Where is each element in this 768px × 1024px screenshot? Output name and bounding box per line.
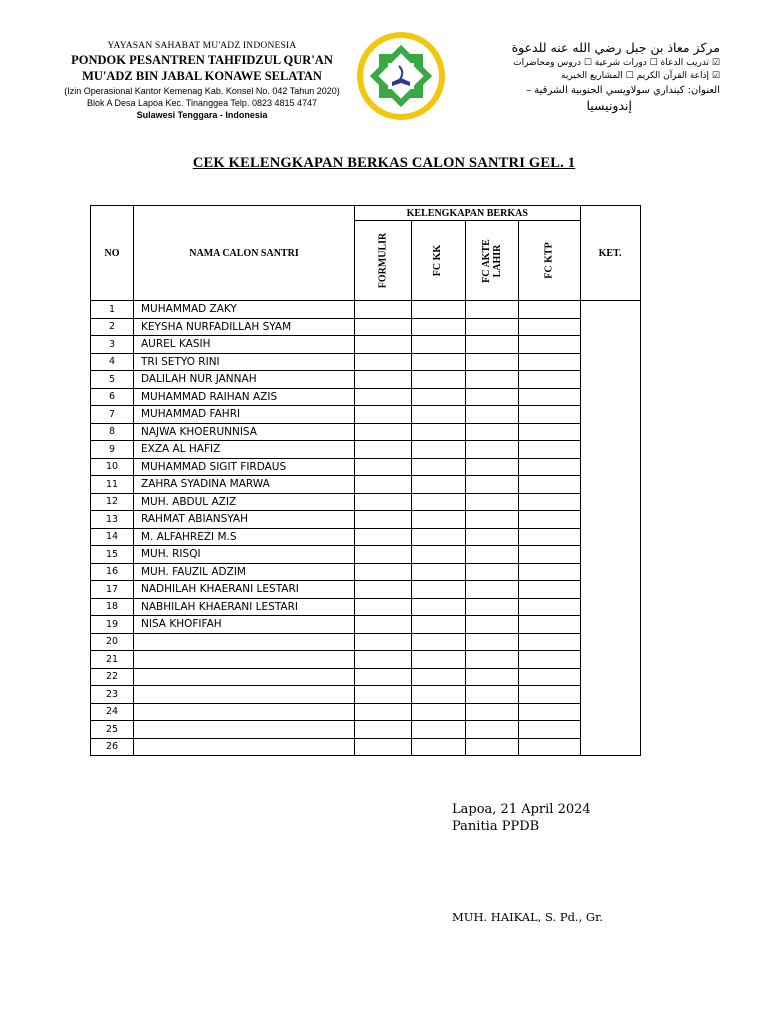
doc-check-cell[interactable] — [355, 738, 412, 756]
doc-check-cell[interactable] — [518, 511, 580, 529]
doc-check-cell[interactable] — [518, 563, 580, 581]
ket-cell[interactable] — [580, 301, 640, 756]
doc-check-cell[interactable] — [518, 738, 580, 756]
table-row — [91, 703, 641, 721]
student-name: MUHAMMAD FAHRI — [134, 406, 355, 424]
place-date: Lapoa, 21 April 2024 — [452, 802, 591, 817]
row-number: 23 — [91, 686, 134, 704]
doc-check-cell[interactable] — [355, 528, 412, 546]
doc-check-cell[interactable] — [465, 563, 518, 581]
row-number: 1 — [91, 301, 134, 319]
doc-check-cell[interactable] — [355, 616, 412, 634]
doc-check-cell[interactable] — [411, 511, 465, 529]
doc-check-cell[interactable] — [518, 458, 580, 476]
table-row — [91, 738, 641, 756]
row-number: 5 — [91, 371, 134, 389]
doc-check-cell[interactable] — [355, 371, 412, 389]
signer-name: MUH. HAIKAL, S. Pd., Gr. — [452, 910, 603, 924]
doc-check-cell[interactable] — [355, 441, 412, 459]
doc-check-cell[interactable] — [465, 651, 518, 669]
doc-check-cell[interactable] — [518, 598, 580, 616]
doc-check-cell[interactable] — [355, 598, 412, 616]
student-name: M. ALFAHREZI M.S — [134, 528, 355, 546]
col-header-ket: KET. — [580, 206, 640, 301]
document-title: CEK KELENGKAPAN BERKAS CALON SANTRI GEL. 1 — [192, 155, 576, 171]
student-name: NABHILAH KHAERANI LESTARI — [134, 598, 355, 616]
row-number: 17 — [91, 581, 134, 599]
doc-check-cell[interactable] — [411, 476, 465, 494]
row-number: 22 — [91, 668, 134, 686]
arabic-address: العنوان: كينداري سولاويسي الجنوبية الشرقية – — [526, 85, 720, 96]
doc-check-cell[interactable] — [465, 528, 518, 546]
doc-check-cell[interactable] — [411, 301, 465, 319]
row-number: 2 — [91, 318, 134, 336]
doc-check-cell[interactable] — [465, 616, 518, 634]
doc-check-cell[interactable] — [518, 406, 580, 424]
row-number: 19 — [91, 616, 134, 634]
row-number: 4 — [91, 353, 134, 371]
region-text: Sulawesi Tenggara - Indonesia — [136, 110, 268, 120]
row-number: 24 — [91, 703, 134, 721]
table-row — [91, 528, 641, 546]
table-row — [91, 721, 641, 739]
doc-check-cell[interactable] — [411, 371, 465, 389]
table-row — [91, 388, 641, 406]
address-text: Blok A Desa Lapoa Kec. Tinanggea Telp. 0823 4815 4747 — [86, 98, 318, 108]
doc-check-cell[interactable] — [518, 336, 580, 354]
row-number: 10 — [91, 458, 134, 476]
student-name: MUH. FAUZIL ADZIM — [134, 563, 355, 581]
table-row — [91, 563, 641, 581]
doc-check-cell[interactable] — [355, 493, 412, 511]
doc-check-cell[interactable] — [518, 633, 580, 651]
table-row — [91, 616, 641, 634]
doc-check-cell[interactable] — [411, 668, 465, 686]
doc-check-cell[interactable] — [465, 318, 518, 336]
arabic-programs-2: ☑ إذاعة القرآن الكريم ☐ المشاريع الخيرية — [561, 71, 720, 81]
table-row — [91, 686, 641, 704]
doc-check-cell[interactable] — [518, 301, 580, 319]
table-row — [91, 458, 641, 476]
doc-check-cell[interactable] — [411, 493, 465, 511]
doc-check-cell[interactable] — [518, 353, 580, 371]
doc-check-cell[interactable] — [355, 476, 412, 494]
col-header-doc — [465, 221, 518, 301]
doc-check-cell[interactable] — [355, 633, 412, 651]
doc-check-cell[interactable] — [465, 336, 518, 354]
row-number: 25 — [91, 721, 134, 739]
arabic-programs-1: ☑ تدريب الدعاة ☐ دورات شرعية ☐ دروس ومحاضرات — [513, 58, 720, 68]
doc-check-cell[interactable] — [355, 703, 412, 721]
committee-name: Panitia PPDB — [452, 819, 540, 834]
row-number: 20 — [91, 633, 134, 651]
doc-check-cell[interactable] — [518, 318, 580, 336]
school-name-line2: MU'ADZ BIN JABAL KONAWE SELATAN — [82, 69, 322, 83]
doc-check-cell[interactable] — [518, 651, 580, 669]
row-number: 8 — [91, 423, 134, 441]
row-number: 6 — [91, 388, 134, 406]
arabic-country: إندونيسيا — [586, 98, 632, 113]
student-name: NISA KHOFIFAH — [134, 616, 355, 634]
doc-check-cell[interactable] — [411, 721, 465, 739]
doc-check-cell[interactable] — [411, 563, 465, 581]
header-left — [52, 41, 352, 120]
doc-check-cell[interactable] — [518, 528, 580, 546]
doc-check-cell[interactable] — [355, 406, 412, 424]
student-name: ZAHRA SYADINA MARWA — [134, 476, 355, 494]
doc-check-cell[interactable] — [465, 668, 518, 686]
footer-block — [452, 801, 591, 835]
student-name — [134, 633, 355, 651]
doc-check-cell[interactable] — [411, 406, 465, 424]
doc-check-cell[interactable] — [411, 318, 465, 336]
doc-check-cell[interactable] — [518, 616, 580, 634]
doc-check-cell[interactable] — [411, 686, 465, 704]
student-name — [134, 686, 355, 704]
row-number: 15 — [91, 546, 134, 564]
row-number: 3 — [91, 336, 134, 354]
table-row — [91, 371, 641, 389]
student-name: DALILAH NUR JANNAH — [134, 371, 355, 389]
header-right-arabic — [458, 40, 720, 113]
doc-check-cell[interactable] — [518, 423, 580, 441]
doc-check-cell[interactable] — [355, 388, 412, 406]
doc-check-cell[interactable] — [518, 476, 580, 494]
doc-check-cell[interactable] — [355, 721, 412, 739]
table-row — [91, 406, 641, 424]
table-row — [91, 353, 641, 371]
doc-check-cell[interactable] — [355, 563, 412, 581]
doc-check-cell[interactable] — [465, 441, 518, 459]
doc-check-cell[interactable] — [518, 441, 580, 459]
doc-check-cell[interactable] — [355, 686, 412, 704]
doc-check-cell[interactable] — [465, 388, 518, 406]
table-row — [91, 318, 641, 336]
row-number: 9 — [91, 441, 134, 459]
col-header-no: NO — [91, 206, 134, 301]
doc-check-cell[interactable] — [518, 721, 580, 739]
doc-check-cell[interactable] — [465, 598, 518, 616]
school-name-line1: PONDOK PESANTREN TAHFIDZUL QUR'AN — [71, 53, 333, 67]
col-header-doc-label: FC KK — [432, 244, 444, 277]
table-row — [91, 633, 641, 651]
doc-check-cell[interactable] — [465, 458, 518, 476]
doc-check-cell[interactable] — [465, 581, 518, 599]
doc-check-cell[interactable] — [518, 668, 580, 686]
table-row — [91, 651, 641, 669]
table-row — [91, 423, 641, 441]
doc-check-cell[interactable] — [411, 423, 465, 441]
table-row — [91, 493, 641, 511]
student-name — [134, 651, 355, 669]
col-header-doc-label: FORMULIR — [377, 232, 389, 289]
checklist-table — [90, 205, 641, 756]
student-name: KEYSHA NURFADILLAH SYAM — [134, 318, 355, 336]
student-name — [134, 703, 355, 721]
doc-check-cell[interactable] — [465, 703, 518, 721]
student-name: MUHAMMAD RAIHAN AZIS — [134, 388, 355, 406]
student-name: NAJWA KHOERUNNISA — [134, 423, 355, 441]
row-number: 13 — [91, 511, 134, 529]
doc-check-cell[interactable] — [411, 581, 465, 599]
row-number: 18 — [91, 598, 134, 616]
doc-check-cell[interactable] — [518, 703, 580, 721]
doc-check-cell[interactable] — [411, 441, 465, 459]
student-name — [134, 738, 355, 756]
school-logo-icon — [355, 30, 447, 122]
doc-check-cell[interactable] — [411, 528, 465, 546]
table-row — [91, 336, 641, 354]
student-name: TRI SETYO RINI — [134, 353, 355, 371]
col-header-name: NAMA CALON SANTRI — [134, 206, 355, 301]
student-name: NADHILAH KHAERANI LESTARI — [134, 581, 355, 599]
doc-check-cell[interactable] — [465, 738, 518, 756]
doc-check-cell[interactable] — [465, 476, 518, 494]
student-name — [134, 721, 355, 739]
doc-check-cell[interactable] — [355, 546, 412, 564]
student-name: MUH. RISQI — [134, 546, 355, 564]
doc-check-cell[interactable] — [355, 423, 412, 441]
doc-check-cell[interactable] — [355, 668, 412, 686]
table-row — [91, 301, 641, 319]
table-row — [91, 476, 641, 494]
doc-check-cell[interactable] — [355, 353, 412, 371]
doc-check-cell[interactable] — [411, 388, 465, 406]
doc-check-cell[interactable] — [518, 546, 580, 564]
doc-check-cell[interactable] — [465, 686, 518, 704]
table-row — [91, 598, 641, 616]
student-name: MUHAMMAD ZAKY — [134, 301, 355, 319]
col-header-doc — [518, 221, 580, 301]
doc-check-cell[interactable] — [465, 406, 518, 424]
student-name: RAHMAT ABIANSYAH — [134, 511, 355, 529]
row-number: 7 — [91, 406, 134, 424]
doc-check-cell[interactable] — [411, 651, 465, 669]
doc-check-cell[interactable] — [411, 353, 465, 371]
doc-check-cell[interactable] — [465, 721, 518, 739]
doc-check-cell[interactable] — [411, 458, 465, 476]
row-number: 16 — [91, 563, 134, 581]
doc-check-cell[interactable] — [355, 336, 412, 354]
doc-check-cell[interactable] — [355, 318, 412, 336]
student-name: EXZA AL HAFIZ — [134, 441, 355, 459]
row-number: 21 — [91, 651, 134, 669]
doc-check-cell[interactable] — [411, 598, 465, 616]
table-row — [91, 441, 641, 459]
doc-check-cell[interactable] — [411, 616, 465, 634]
license-text: (Izin Operasional Kantor Kemenag Kab. Konsel No. 042 Tahun 2020) — [64, 86, 340, 96]
doc-check-cell[interactable] — [411, 633, 465, 651]
doc-check-cell[interactable] — [465, 493, 518, 511]
col-header-doc — [411, 221, 465, 301]
doc-check-cell[interactable] — [465, 301, 518, 319]
doc-check-cell[interactable] — [518, 388, 580, 406]
table-row — [91, 546, 641, 564]
doc-check-cell[interactable] — [518, 581, 580, 599]
doc-check-cell[interactable] — [465, 371, 518, 389]
col-header-doc-label: FC AKTE LAHIR — [480, 238, 503, 283]
foundation-name: YAYASAN SAHABAT MU'ADZ INDONESIA — [107, 41, 297, 51]
doc-check-cell[interactable] — [411, 546, 465, 564]
doc-check-cell[interactable] — [518, 686, 580, 704]
row-number: 14 — [91, 528, 134, 546]
col-header-group: KELENGKAPAN BERKAS — [355, 206, 581, 221]
doc-check-cell[interactable] — [411, 738, 465, 756]
doc-check-cell[interactable] — [411, 703, 465, 721]
doc-check-cell[interactable] — [465, 633, 518, 651]
doc-check-cell[interactable] — [518, 371, 580, 389]
doc-check-cell[interactable] — [465, 423, 518, 441]
doc-check-cell[interactable] — [355, 581, 412, 599]
doc-check-cell[interactable] — [411, 336, 465, 354]
doc-check-cell[interactable] — [465, 511, 518, 529]
doc-check-cell[interactable] — [355, 301, 412, 319]
student-name: MUHAMMAD SIGIT FIRDAUS — [134, 458, 355, 476]
student-name: MUH. ABDUL AZIZ — [134, 493, 355, 511]
table-row — [91, 581, 641, 599]
doc-check-cell[interactable] — [355, 511, 412, 529]
row-number: 26 — [91, 738, 134, 756]
doc-check-cell[interactable] — [355, 651, 412, 669]
student-name: AUREL KASIH — [134, 336, 355, 354]
doc-check-cell[interactable] — [465, 353, 518, 371]
doc-check-cell[interactable] — [465, 546, 518, 564]
table-row — [91, 668, 641, 686]
arabic-title: مركز معاذ بن جبل رضي الله عنه للدعوة — [511, 40, 720, 55]
col-header-doc — [355, 221, 412, 301]
doc-check-cell[interactable] — [355, 458, 412, 476]
row-number: 11 — [91, 476, 134, 494]
row-number: 12 — [91, 493, 134, 511]
col-header-doc-label: FC KTP — [543, 242, 555, 279]
student-name — [134, 668, 355, 686]
table-row — [91, 511, 641, 529]
doc-check-cell[interactable] — [518, 493, 580, 511]
